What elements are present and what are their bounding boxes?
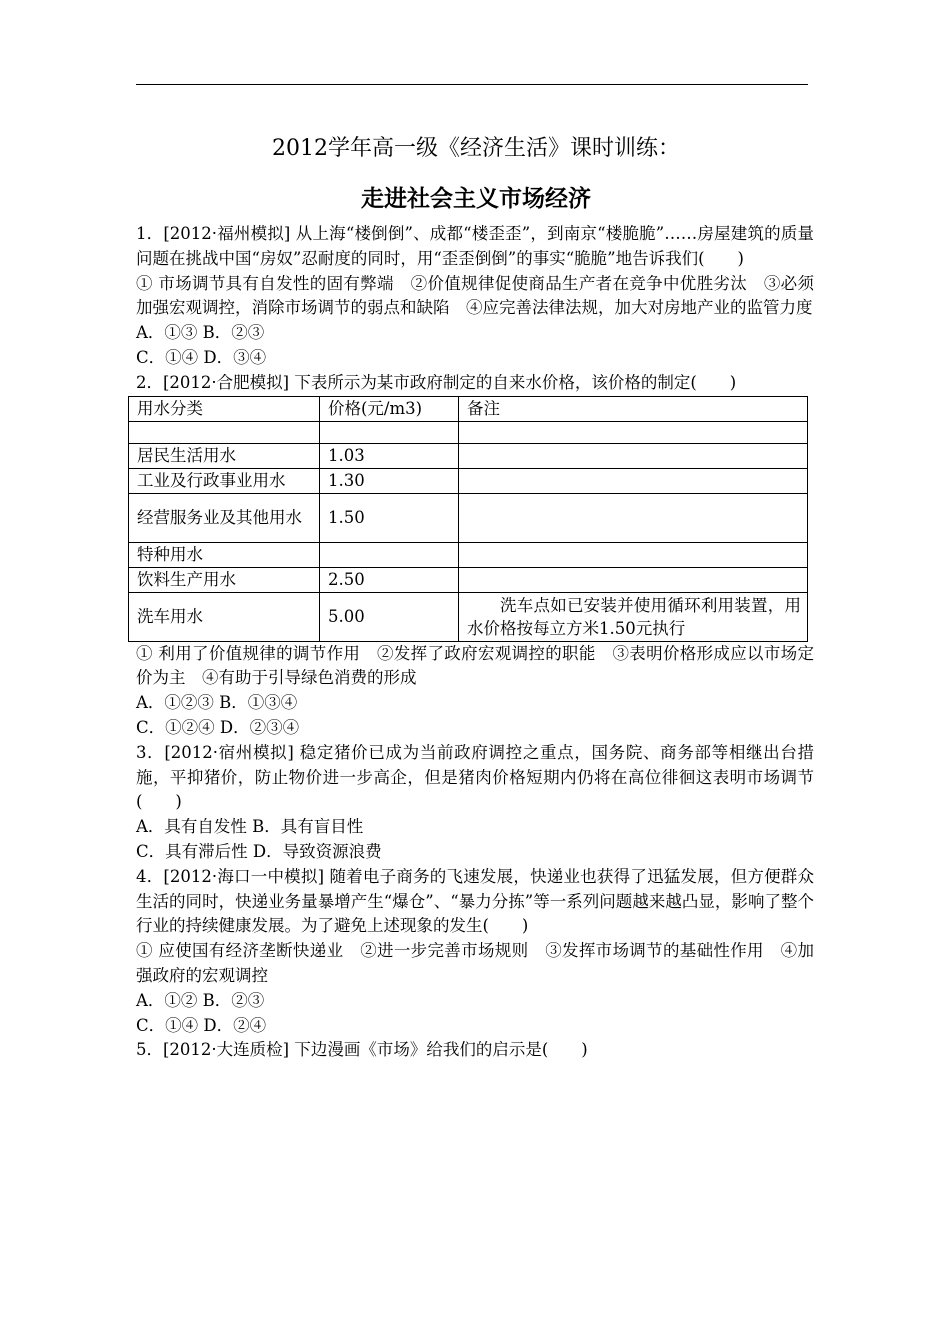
table-cell: 2.50 <box>320 567 459 592</box>
q3-options-ab: A．具有自发性 B．具有盲目性 <box>136 817 364 837</box>
table-cell <box>459 542 808 567</box>
table-cell: 5.00 <box>320 592 459 641</box>
table-header-cell: 备注 <box>459 396 808 421</box>
header-rule <box>136 84 808 85</box>
q2-options-ab: A．①②③ B．①③④ <box>136 693 298 713</box>
table-cell: 1.30 <box>320 468 459 493</box>
table-cell: 1.03 <box>320 443 459 468</box>
table-row <box>129 421 808 443</box>
document-title: 2012学年高一级《经济生活》课时训练： <box>272 136 680 161</box>
water-price-table <box>128 396 808 642</box>
table-row <box>129 592 808 641</box>
table-note-cell: 洗车点如已安装并使用循环利用装置，用水价格按每立方米1.50元执行 <box>459 592 808 641</box>
q2-stem: 2．[2012·合肥模拟] 下表所示为某市政府制定的自来水价格，该价格的制定( ) <box>136 372 737 392</box>
q3-options-cd: C．具有滞后性 D．导致资源浪费 <box>136 841 382 861</box>
table-cell <box>320 542 459 567</box>
q5-stem: 5．[2012·大连质检] 下边漫画《市场》给我们的启示是( ) <box>136 1040 588 1060</box>
table-cell: 洗车用水 <box>129 592 320 641</box>
table-cell <box>459 567 808 592</box>
table-cell: 工业及行政事业用水 <box>129 468 320 493</box>
table-row <box>129 468 808 493</box>
q2-options-cd: C．①②④ D．②③④ <box>136 717 300 737</box>
q4-stem: 4．[2012·海口一中模拟] 随着电子商务的飞速发展，快递业也获得了迅猛发展，但方便群众生活的同时，快递业务量暴增产生“爆仓”、“暴力分拣”等一系列问题越来越凸显，影响了整个行业的持续健康发展。为了避免上述现象的发生( ) <box>136 866 814 936</box>
table-row <box>129 443 808 468</box>
q1-items: ① 市场调节具有自发性的固有弊端 ②价值规律促使商品生产者在竞争中优胜劣汰 ③必须加强宏观调控，消除市场调节的弱点和缺陷 ④应完善法律法规，加大对房地产业的监管力度 <box>136 273 814 318</box>
table-cell: 特种用水 <box>129 542 320 567</box>
table-row <box>129 493 808 542</box>
q2-items: ① 利用了价值规律的调节作用 ②发挥了政府宏观调控的职能 ③表明价格形成应以市场定价为主 ④有助于引导绿色消费的形成 <box>136 643 814 688</box>
table-cell <box>459 468 808 493</box>
table-cell: 居民生活用水 <box>129 443 320 468</box>
table-cell <box>320 421 459 443</box>
table-header-cell: 用水分类 <box>129 396 320 421</box>
table-cell <box>459 443 808 468</box>
table-cell <box>459 421 808 443</box>
q1-options-cd: C．①④ D．③④ <box>136 347 267 367</box>
table-cell <box>129 421 320 443</box>
q3-stem: 3．[2012·宿州模拟] 稳定猪价已成为当前政府调控之重点，国务院、商务部等相继出台措施，平抑猪价，防止物价进一步高企，但是猪肉价格短期内仍将在高位徘徊这表明市场调节( ) <box>136 742 814 812</box>
q1-options-ab: A．①③ B．②③ <box>136 323 265 343</box>
table-cell: 饮料生产用水 <box>129 567 320 592</box>
question-list <box>136 222 814 1063</box>
table-cell: 1.50 <box>320 493 459 542</box>
q4-items: ① 应使国有经济垄断快递业 ②进一步完善市场规则 ③发挥市场调节的基础性作用 ④加强政府的宏观调控 <box>136 941 814 985</box>
table-header-cell: 价格(元/m3) <box>320 396 459 421</box>
document-subtitle: 走进社会主义市场经济 <box>361 185 591 212</box>
table-header-row <box>129 396 808 421</box>
q1-stem: 1．[2012·福州模拟] 从上海“楼倒倒”、成都“楼歪歪”，到南京“楼脆脆”……房屋建筑的质量问题在挑战中国“房奴”忍耐度的同时，用“歪歪倒倒”的事实“脆脆”地告诉我们( ) <box>136 224 814 268</box>
q4-options-cd: C．①④ D．②④ <box>136 1015 267 1035</box>
q4-options-ab: A．①② B．②③ <box>136 990 265 1010</box>
table-row <box>129 567 808 592</box>
table-cell <box>459 493 808 542</box>
table-cell: 经营服务业及其他用水 <box>129 493 320 542</box>
table-row <box>129 542 808 567</box>
